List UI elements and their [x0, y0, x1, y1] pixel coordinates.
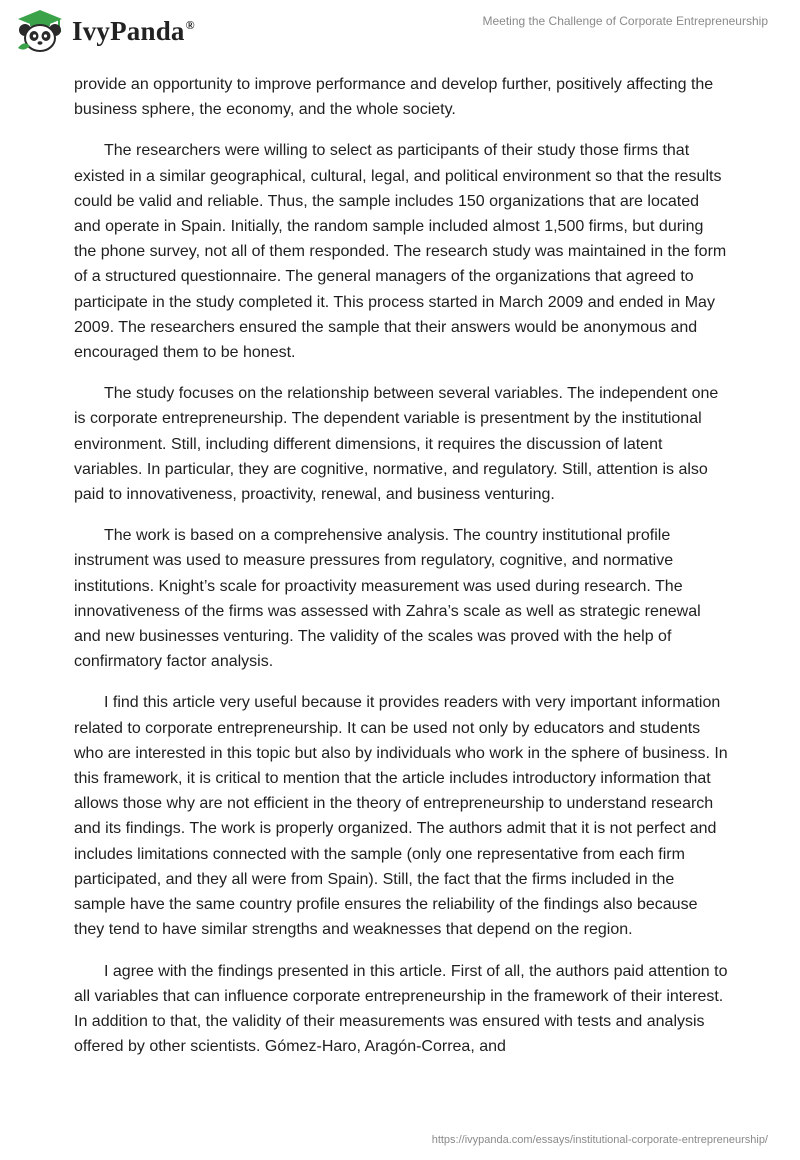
paragraph-continuation: provide an opportunity to improve performance and develop further, positively affecting the business sphere, the economy, and the whole society.: [74, 76, 714, 119]
paragraph: I find this article very useful because it provides readers with very important information related to corporate entrepreneurship. It can be used not only by educators and students who are interested in this topic but also by individuals who work in the sphere of business. In this framework, it is critical to mention that the article includes introductory information that allows those why are not efficient in the theory of entrepreneurship to understand research and its findings. The work is properly organized. The authors admit that it is not perfect and includes limitations connected with the sample (only one representative from each firm participated, and they all were from Spain). Still, the fact that the firms included in the sample have the same country profile ensures the reliability of the findings also because they tend to have similar strengths and weaknesses that depend on the region.: [74, 694, 728, 939]
source-url-link[interactable]: https://ivypanda.com/essays/institutional-corporate-entrepreneurship/: [431, 1134, 768, 1146]
panda-graduate-icon: [14, 8, 66, 54]
brand-name: IvyPanda®: [72, 15, 195, 46]
brand-logo-link[interactable]: [14, 8, 195, 54]
registered-mark: ®: [185, 17, 195, 32]
document-title: Meeting the Challenge of Corporate Entrepreneurship: [482, 14, 768, 28]
paragraph: I agree with the findings presented in this article. First of all, the authors paid attention to all variables that can influence corporate entrepreneurship in the framework of their interest. In addition to that, the validity of their measurements was ensured with tests and analysis offered by other scientists. Gómez-Haro, Aragón-Correa, and: [74, 962, 728, 1056]
page-header: [0, 0, 800, 70]
paragraph: The study focuses on the relationship between several variables. The independent one is corporate entrepreneurship. The dependent variable is presentment by the institutional environment. Still, including different dimensions, it requires the discussion of latent variables. In particular, they are cognitive, normative, and regulatory. Still, attention is also paid to innovativeness, proactivity, renewal, and business venturing.: [74, 385, 719, 504]
paragraph: The work is based on a comprehensive analysis. The country institutional profile instrument was used to measure pressures from regulatory, cognitive, and normative institutions. Knight’s scale for proactivity measurement was used during research. The innovativeness of the firms was assessed with Zahra’s scale as well as strategic renewal and new businesses venturing. The validity of the scales was proved with the help of confirmatory factor analysis.: [74, 527, 701, 671]
paragraph: The researchers were willing to select as participants of their study those firms that existed in a similar geographical, cultural, legal, and political environment so that the results could be valid and reliable. Thus, the sample includes 150 organizations that are located and operate in Spain. Initially, the random sample included almost 1,500 firms, but during the phone survey, not all of them responded. The research study was maintained in the form of a structured questionnaire. The general managers of the organizations that agreed to participate in the study completed it. This process started in March 2009 and ended in May 2009. The researchers ensured the sample that their answers would be anonymous and encouraged them to be honest.: [74, 142, 727, 362]
essay-body: [74, 72, 730, 1075]
